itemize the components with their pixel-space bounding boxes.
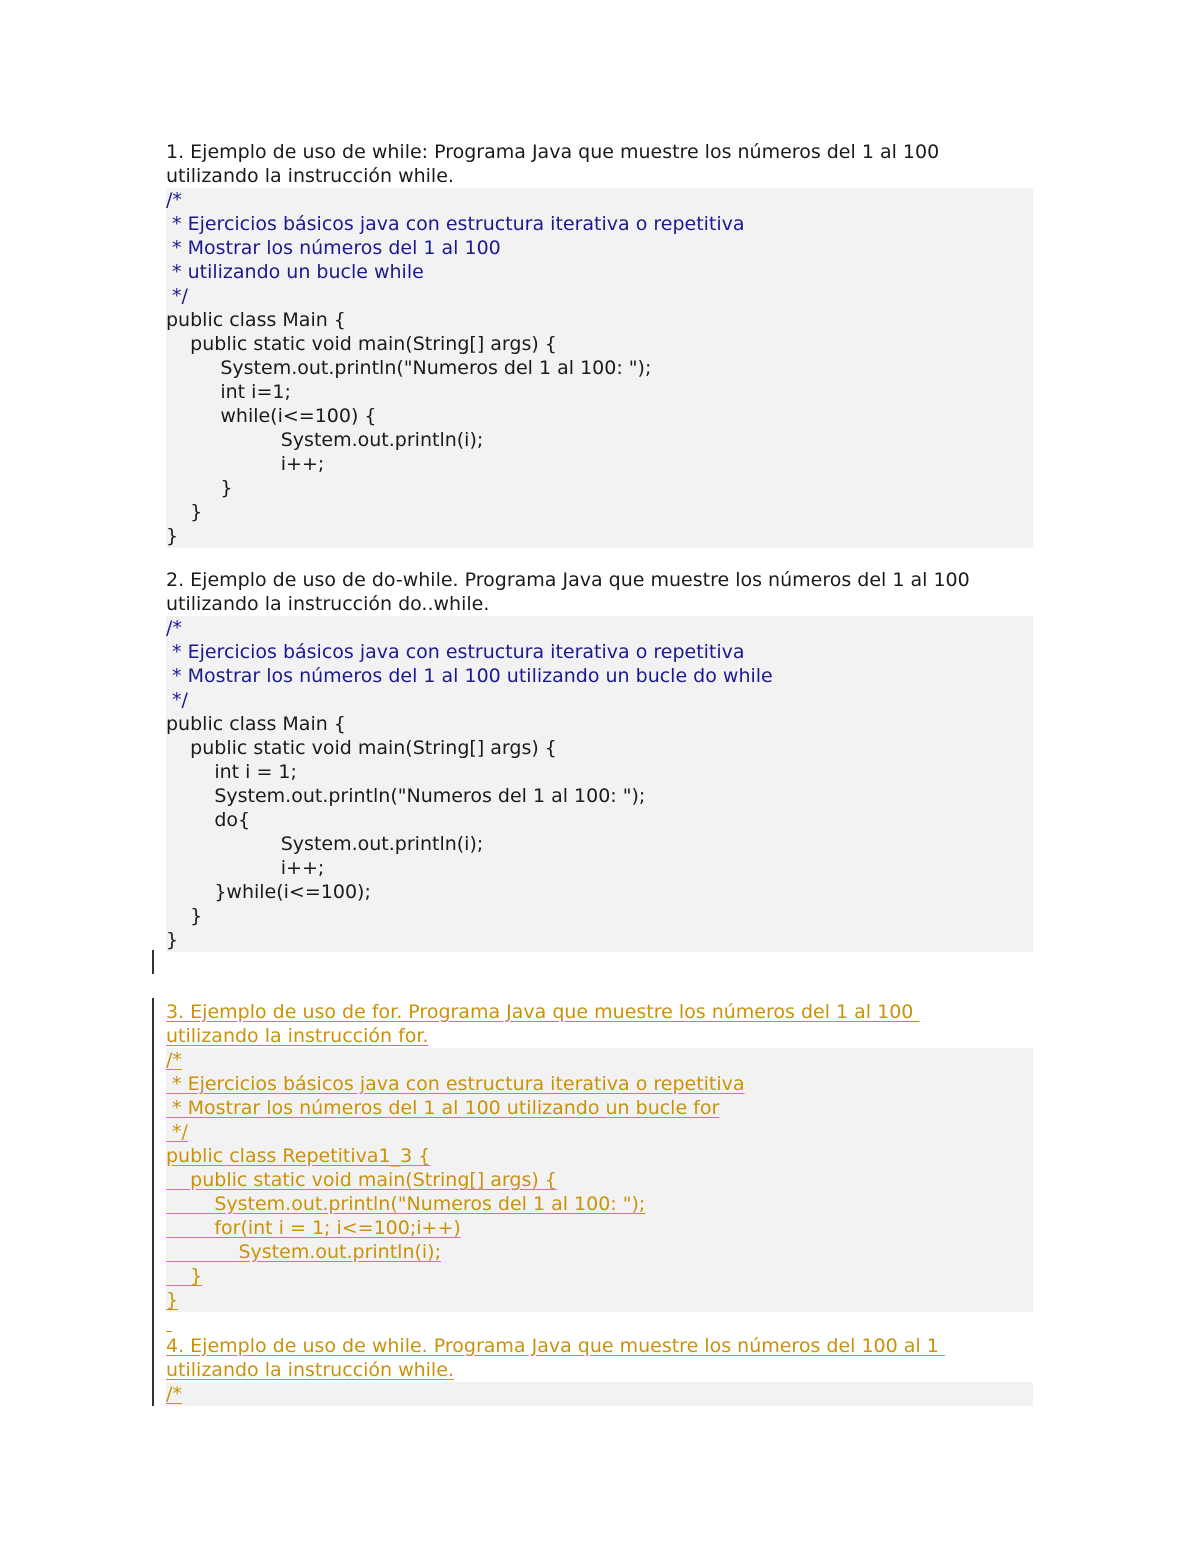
code-comment-line: */: [166, 689, 188, 711]
section-3-code-block: [166, 1048, 1033, 1312]
section-2-code-block: [166, 616, 1033, 952]
code-line: * Mostrar los números del 1 al 100 utilizando un bucle for: [166, 1097, 720, 1119]
section-4: [166, 1310, 1033, 1406]
section-3-heading-line-2: utilizando la instrucción for.: [166, 1025, 429, 1047]
code-line: }: [166, 1265, 203, 1287]
code-line: public class Main {: [166, 309, 346, 331]
code-line: }: [166, 477, 233, 499]
code-line: System.out.println("Numeros del 1 al 100: ");: [166, 357, 652, 379]
section-3: [166, 1000, 1033, 1312]
code-line: /*: [166, 1383, 182, 1405]
code-line: i++;: [166, 453, 325, 475]
section-2: [166, 568, 1033, 952]
code-line: }: [166, 525, 179, 547]
code-line: for(int i = 1; i<=100;i++): [166, 1217, 461, 1239]
section-2-heading-line-1: 2. Ejemplo de uso de do-while. Programa Java que muestre los números del 1 al 100: [166, 569, 970, 591]
section-1-code-block: [166, 188, 1033, 548]
code-line: System.out.println(i);: [166, 833, 484, 855]
code-line: public class Main {: [166, 713, 346, 735]
code-comment-line: * Ejercicios básicos java con estructura iterativa o repetitiva: [166, 641, 745, 663]
code-line: do{: [166, 809, 251, 831]
revision-change-bar: [152, 998, 154, 1406]
code-comment-line: /*: [166, 617, 182, 639]
code-line: int i = 1;: [166, 761, 297, 783]
section-4-heading-line-2: utilizando la instrucción while.: [166, 1359, 454, 1381]
code-comment-line: */: [166, 285, 188, 307]
code-line: public static void main(String[] args) {: [166, 333, 557, 355]
code-line: }while(i<=100);: [166, 881, 371, 903]
code-line: * Ejercicios básicos java con estructura iterativa o repetitiva: [166, 1073, 745, 1095]
section-1: [166, 140, 1033, 548]
code-line: System.out.println("Numeros del 1 al 100: ");: [166, 785, 646, 807]
code-line: */: [166, 1121, 188, 1143]
code-line: int i=1;: [166, 381, 291, 403]
section-1-heading-line-2: utilizando la instrucción while.: [166, 165, 454, 187]
code-line: System.out.println(i);: [166, 1241, 441, 1263]
code-line: }: [166, 501, 203, 523]
text-cursor: [152, 950, 154, 974]
code-comment-line: * Mostrar los números del 1 al 100: [166, 237, 501, 259]
code-comment-line: * Mostrar los números del 1 al 100 utilizando un bucle do while: [166, 665, 773, 687]
code-line: }: [166, 905, 203, 927]
code-line: }: [166, 929, 179, 951]
section-4-spacer: [166, 1310, 1033, 1334]
code-line: public static void main(String[] args) {: [166, 1169, 557, 1191]
code-comment-line: * utilizando un bucle while: [166, 261, 424, 283]
code-line: public class Repetitiva1_3 {: [166, 1145, 431, 1167]
code-line: i++;: [166, 857, 325, 879]
code-line: /*: [166, 1049, 182, 1071]
section-1-heading-line-1: 1. Ejemplo de uso de while: Programa Java que muestre los números del 1 al 100: [166, 141, 940, 163]
code-line: }: [166, 1289, 179, 1311]
section-4-code-block: [166, 1382, 1033, 1406]
section-3-heading-line-1: 3. Ejemplo de uso de for. Programa Java que muestre los números del 1 al 100: [166, 1001, 920, 1023]
code-comment-line: /*: [166, 189, 182, 211]
code-line: System.out.println(i);: [166, 429, 484, 451]
code-comment-line: * Ejercicios básicos java con estructura iterativa o repetitiva: [166, 213, 745, 235]
section-4-heading-line-1: 4. Ejemplo de uso de while. Programa Java que muestre los números del 100 al 1: [166, 1335, 945, 1357]
code-line: System.out.println("Numeros del 1 al 100: ");: [166, 1193, 646, 1215]
section-2-heading-line-2: utilizando la instrucción do..while.: [166, 593, 490, 615]
code-line: public static void main(String[] args) {: [166, 737, 557, 759]
code-line: while(i<=100) {: [166, 405, 377, 427]
